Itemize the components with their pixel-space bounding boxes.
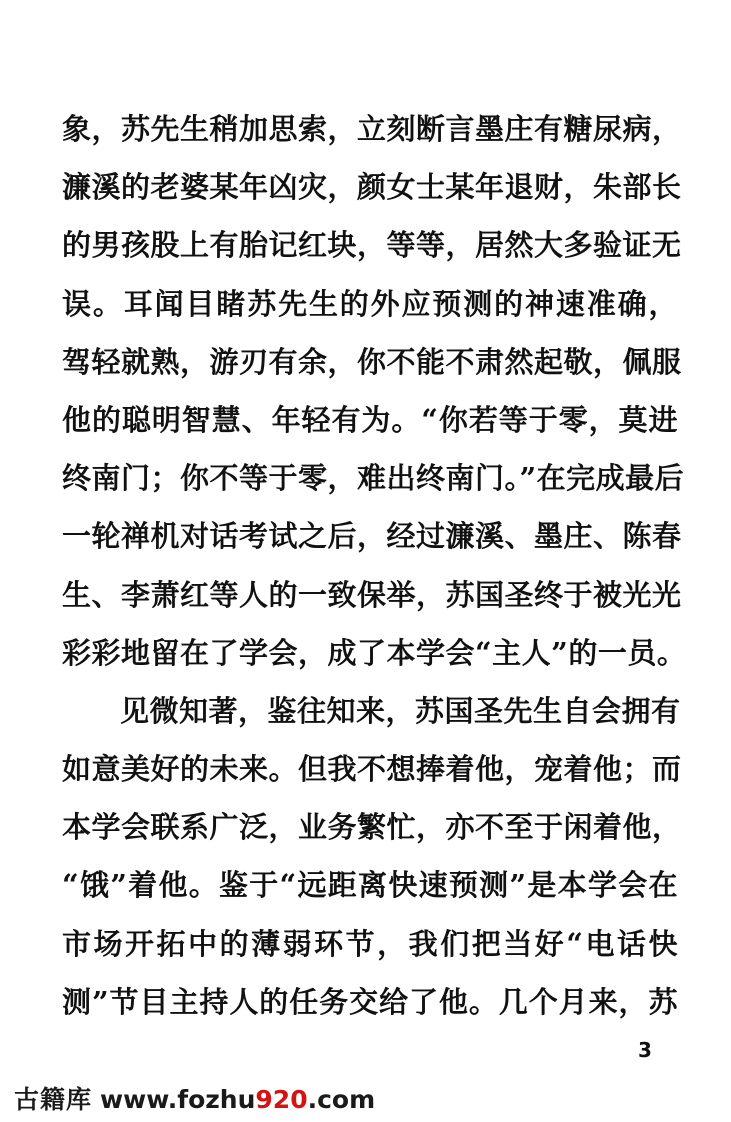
text-line: 彩彩地留在了学会，成了本学会“主人”的一员。: [62, 635, 687, 670]
page-number: 3: [638, 1038, 652, 1062]
text-line: 生、李萧红等人的一致保举，苏国圣终于被光光: [62, 577, 682, 612]
watermark-name: 古籍库: [14, 1085, 93, 1114]
text-line: 见微知著，鉴往知来，苏国圣先生自会拥有: [120, 693, 681, 728]
text-line: 如意美好的未来。但我不想捧着他，宠着他；而: [62, 752, 682, 787]
text-line: “饿”着他。鉴于“远距离快速预测”是本学会在: [62, 868, 678, 903]
text-line: 本学会联系广泛，业务繁忙，亦不至于闲着他，: [62, 810, 682, 845]
text-line: 他的聪明智慧、年轻有为。“你若等于零，莫进: [62, 402, 678, 437]
text-line: 的男孩股上有胎记红块，等等，居然大多验证无: [62, 228, 682, 263]
paragraph-1: [62, 100, 687, 682]
text-line: 误。耳闻目睹苏先生的外应预测的神速准确，: [62, 286, 678, 321]
text-line: 市场开拓中的薄弱环节，我们把当好“电话快: [62, 926, 678, 961]
text-line: 驾轻就熟，游刃有余，你不能不肃然起敬，佩服: [62, 344, 682, 379]
body-text: [62, 100, 687, 1031]
text-line: 濂溪的老婆某年凶灾，颜女士某年退财，朱部长: [62, 170, 682, 205]
text-line: 终南门；你不等于零，难出终南门。”在完成最后: [62, 461, 685, 496]
text-line: 象，苏先生稍加思索，立刻断言墨庄有糖尿病，: [62, 112, 682, 146]
watermark-url-number: 920: [255, 1085, 308, 1114]
text-line: 测”节目主持人的任务交给了他。几个月来，苏: [62, 984, 678, 1019]
watermark-url: [100, 1085, 375, 1114]
watermark: [14, 1080, 375, 1116]
paragraph-2: [62, 682, 682, 1031]
watermark-url-suffix: .com: [307, 1085, 376, 1114]
watermark-url-prefix: www.fozhu: [100, 1085, 256, 1114]
text-line: 一轮禅机对话考试之后，经过濂溪、墨庄、陈春: [62, 519, 682, 554]
